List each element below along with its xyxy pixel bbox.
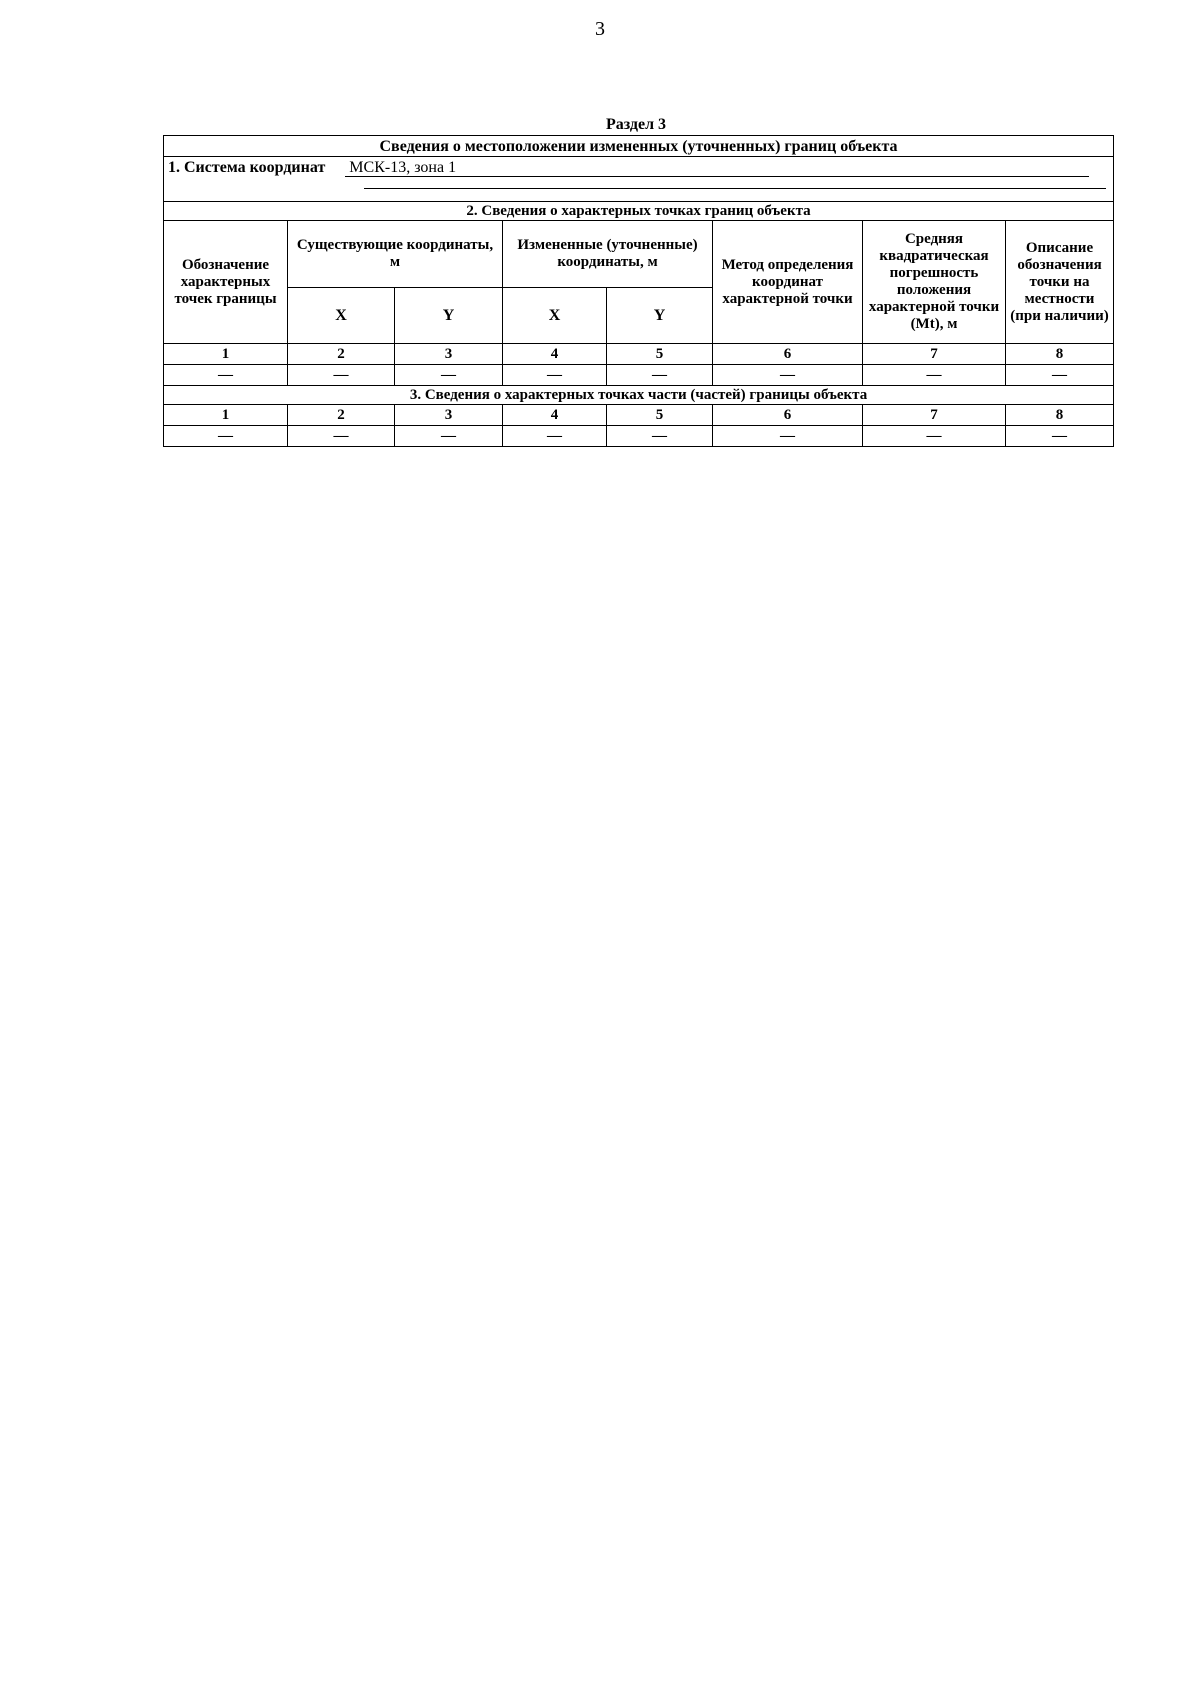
column-number: 6 (713, 405, 863, 426)
table-cell: — (713, 365, 863, 386)
column-number: 5 (607, 344, 713, 365)
table-cell: — (1006, 365, 1114, 386)
boundary-table (163, 135, 1114, 447)
column-number: 8 (1006, 344, 1114, 365)
parts-section-title: 3. Сведения о характерных точках части (частей) границы объекта (164, 386, 1114, 405)
coord-system-label: 1. Система координат (168, 159, 326, 176)
table-cell: — (863, 426, 1006, 447)
table-cell: — (164, 365, 288, 386)
table-cell: — (288, 365, 395, 386)
page-number: 3 (595, 18, 605, 40)
column-number: 1 (164, 344, 288, 365)
table-cell: — (607, 365, 713, 386)
header-existing-coords: Существующие координаты, м (288, 221, 503, 288)
table-row (164, 365, 1114, 386)
header-existing-y: Y (395, 288, 503, 344)
header-existing-x: X (288, 288, 395, 344)
header-designation: Обозначение характерных точек границы (164, 221, 288, 344)
column-number: 2 (288, 344, 395, 365)
column-number: 7 (863, 344, 1006, 365)
header-method: Метод определения координат характерной точки (713, 221, 863, 344)
column-number: 4 (503, 405, 607, 426)
points-section-title: 2. Сведения о характерных точках границ объекта (164, 202, 1114, 221)
parts-column-numbers (164, 405, 1114, 426)
section-title: Раздел 3 (605, 116, 667, 133)
coord-system-row (164, 157, 1114, 202)
main-title: Сведения о местоположении измененных (уточненных) границ объекта (164, 136, 1114, 157)
table-cell: — (1006, 426, 1114, 447)
table-cell: — (863, 365, 1006, 386)
table-cell: — (607, 426, 713, 447)
header-description: Описание обозначения точки на местности (при наличии) (1006, 221, 1114, 344)
column-number: 8 (1006, 405, 1114, 426)
header-changed-coords: Измененные (уточненные) координаты, м (503, 221, 713, 288)
column-number: 6 (713, 344, 863, 365)
table-cell: — (164, 426, 288, 447)
header-changed-y: Y (607, 288, 713, 344)
table-cell: — (713, 426, 863, 447)
header-changed-x: X (503, 288, 607, 344)
column-number: 3 (395, 405, 503, 426)
points-column-numbers (164, 344, 1114, 365)
column-number: 3 (395, 344, 503, 365)
column-number: 4 (503, 344, 607, 365)
table-cell: — (503, 426, 607, 447)
column-number: 7 (863, 405, 1006, 426)
coord-system-underline (364, 187, 1106, 189)
table-cell: — (503, 365, 607, 386)
table-cell: — (395, 365, 503, 386)
table-cell: — (395, 426, 503, 447)
column-number: 2 (288, 405, 395, 426)
coord-system-value: МСК-13, зона 1 (345, 159, 1089, 177)
table-row (164, 426, 1114, 447)
column-number: 1 (164, 405, 288, 426)
column-number: 5 (607, 405, 713, 426)
table-cell: — (288, 426, 395, 447)
header-error: Средняя квадратическая погрешность положения характерной точки (Mt), м (863, 221, 1006, 344)
